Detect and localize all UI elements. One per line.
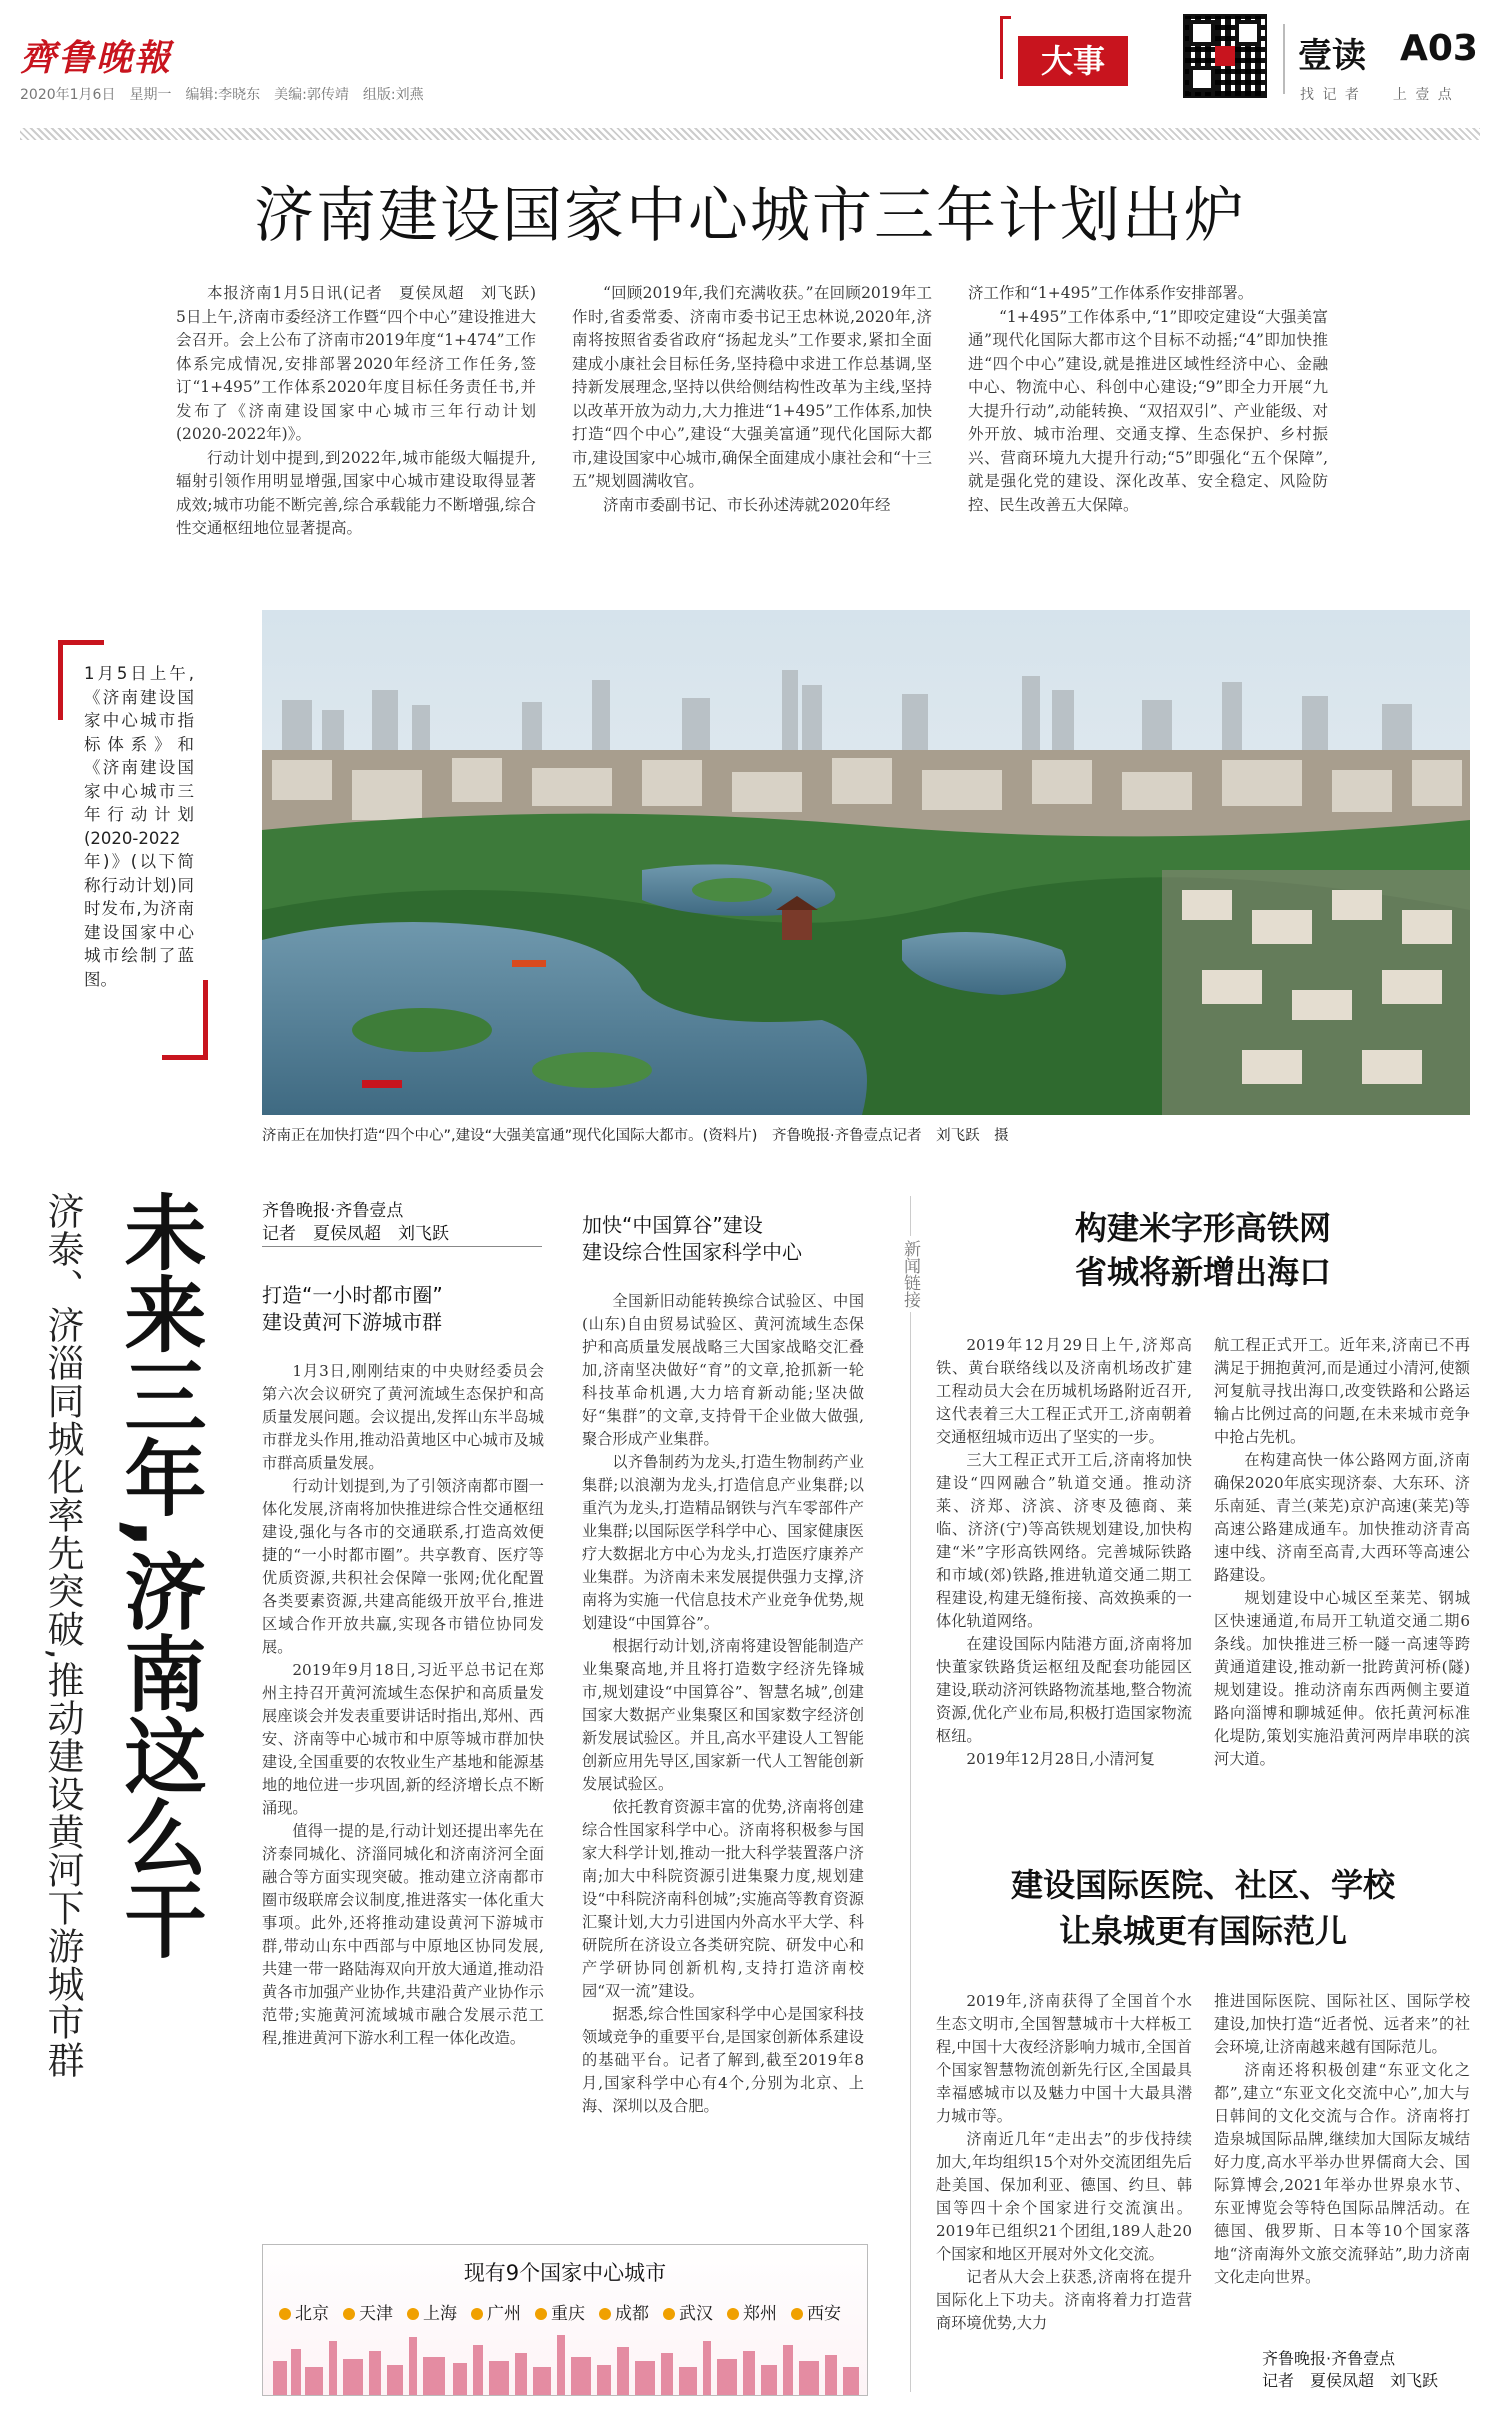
- qr-code-icon: [1183, 14, 1267, 98]
- feature-byline-reporters: 记者 夏侯凤超 刘飞跃: [262, 1224, 449, 1244]
- city-item: 北京: [279, 2299, 329, 2324]
- page-subline: 找 记 者 上 壹 点: [1300, 87, 1454, 103]
- subhead-line: 建设综合性国家科学中心: [582, 1240, 802, 1264]
- section-tag: 大事: [1018, 36, 1128, 86]
- feature-subhead-2: [582, 1212, 802, 1266]
- rail-col-2: [1214, 1334, 1470, 1771]
- dot-icon: [535, 2308, 547, 2320]
- feature-mid-col: [582, 1290, 864, 2118]
- paragraph: 值得一提的是,行动计划还提出率先在济泰同城化、济淄同城化和济南济河全面融合等方面实现突破。推动建立济南都市圈市级联席会议制度,推进落实一体化重大事项。此外,还将推动建设黄河下游城市群,带动山东中西部与中原地区协同发展,共建一带一路陆海双向开放大通道,推动沿黄各市加强产业协作,共建沿黄产业协作示范带;实施黄河流域城市融合发展示范工程,推进黄河下游水利工程一体化改造。: [262, 1822, 544, 2047]
- paragraph: 以齐鲁制药为龙头,打造生物制药产业集群;以浪潮为龙头,打造信息产业集群;以重汽为龙头,打造精品钢铁与汽车零部件产业集群;以国际医学科学中心、国家健康医疗大数据北方中心为龙头,打造医疗康养产业集群。为济南未来发展提供强力支撑,济南将为实施一代信息技术产业竞争优势,规划建设“中国算谷”。: [582, 1453, 864, 1632]
- city-item: 西安: [791, 2299, 841, 2324]
- feature-left-col: [262, 1360, 544, 2050]
- dot-icon: [471, 2308, 483, 2320]
- subhead-line: 打造“一小时都市圈”: [262, 1283, 443, 1307]
- top-article-col-1: [176, 282, 552, 541]
- city-photo-image: [262, 610, 1470, 1115]
- city-item: 重庆: [535, 2299, 585, 2324]
- news-link-label: 新闻链接: [896, 1236, 924, 1312]
- sidebar-bracket-left: [58, 640, 63, 720]
- intl-byline-org: 齐鲁晚报·齐鲁壹点: [1262, 2349, 1396, 2368]
- paragraph: 济工作和“1+495”工作体系作安排部署。: [968, 284, 1254, 302]
- national-center-cities-box: [262, 2244, 868, 2396]
- city-item: 成都: [599, 2299, 649, 2324]
- paragraph: 在构建高快一体公路网方面,济南确保2020年底实现济泰、大东环、济乐南延、青兰(莱芜)京沪高速(莱芜)等高速公路建成通车。加快推动济青高速中线、济南至高青,大西环等高速公路建设。: [1214, 1451, 1470, 1584]
- intl-col-1: [936, 1990, 1192, 2335]
- dot-icon: [279, 2308, 291, 2320]
- paragraph: 三大工程正式开工后,济南将加快建设“四网融合”轨道交通。推动济莱、济郑、济滨、济枣及德商、莱临、济济(宁)等高铁规划建设,加快构建“米”字形高铁网络。完善城际铁路和市域(郊)铁路,推进轨道交通二期工程建设,构建无缝衔接、高效换乘的一体化轨道网络。: [936, 1451, 1192, 1630]
- rail-col-1: [936, 1334, 1192, 1771]
- dot-icon: [727, 2308, 739, 2320]
- info-box-title: 现有9个国家中心城市: [463, 2261, 667, 2285]
- paragraph: 1月3日,刚刚结束的中央财经委员会第六次会议研究了黄河流域生态保护和高质量发展问题。会议提出,发挥山东半岛城市群龙头作用,推动沿黄地区中心城市及城市群高质量发展。: [262, 1362, 544, 1472]
- dot-icon: [599, 2308, 611, 2320]
- paragraph: “回顾2019年,我们充满收获。”在回顾2019年工作时,省委常委、济南市委书记王忠林说,2020年,济南将按照省委省政府“扬起龙头”工作要求,紧扣全面建成小康社会目标任务,坚持稳中求进工作总基调,坚持新发展理念,坚持以供给侧结构性改革为主线,坚持以改革开放为动力,大力推进“1+495”工作体系,加快打造“四个中心”,建设“大强美富通”现代化国际大都市,建设国家中心城市,确保全面建成小康社会和“十三五”规划圆满收官。: [572, 284, 932, 490]
- title-line: 建设国际医院、社区、学校: [1010, 1866, 1395, 1904]
- city-item: 郑州: [727, 2299, 777, 2324]
- title-line: 构建米字形高铁网: [1074, 1209, 1331, 1247]
- page-title: 壹读: [1298, 36, 1366, 76]
- paragraph: 济南还将积极创建“东亚文化之都”,建立“东亚文化交流中心”,加大与日韩间的文化交流与合作。济南将打造泉城国际品牌,继续加大国际友城结好力度,高水平举办世界儒商大会、国际算博会,2021年举办世界泉水节、东亚博览会等特色国际品牌活动。在德国、俄罗斯、日本等10个国家落地“济南海外文旅交流驿站”,助力济南文化走向世界。: [1214, 2061, 1470, 2286]
- paragraph: 2019年12月28日,小清河复: [966, 1750, 1155, 1768]
- paragraph: 行动计划提到,为了引领济南都市圈一体化发展,济南将加快推进综合性交通枢纽建设,强化与各市的交通联系,打造高效便捷的“一小时都市圈”。共享教育、医疗等优质资源,共积社会保障一张网;优化配置各类要素资源,共建高能级开放平台,推进区域合作开放共赢,实现各市错位协同发展。: [262, 1477, 544, 1656]
- paragraph: 本报济南1月5日讯(记者 夏侯凤超 刘飞跃) 5日上午,济南市委经济工作暨“四个中心”建设推进大会召开。会上公布了济南市2019年度“1+474”工作体系完成情况,安排部署2020年经济工作任务,签订“1+495”工作体系2020年度目标任务责任书,并发布了《济南建设国家中心城市三年行动计划(2020-2022年)》。: [176, 284, 552, 443]
- masthead-divider: [1283, 24, 1285, 94]
- feature-big-title: 未来三年,济南这么干: [111, 1190, 206, 1960]
- masthead-rule: [20, 128, 1480, 140]
- paragraph: “1+495”工作体系中,“1”即咬定建设“大强美富通”现代化国际大都市这个目标不动摇;“4”即加快推进“四个中心”建设,就是推进区域性经济中心、金融中心、物流中心、科创中心建设;“9”即全力开展“九大提升行动”,动能转换、“双招双引”、产业能级、对外开放、城市治理、交通支撑、生态保护、乡村振兴、营商环境九大提升行动;“5”即强化“五个保障”,就是强化党的建设、深化改革、安全稳定、风险防控、民生改善五大保障。: [968, 307, 1328, 514]
- page-number: A03: [1400, 28, 1478, 69]
- paragraph: 济南近几年“走出去”的步伐持续加大,年均组织15个对外交流团组先后赴美国、保加利亚、德国、约旦、韩国等四十余个国家进行交流演出。2019年已组织21个团组,189人赴20个国家和地区开展对外文化交流。: [936, 2130, 1192, 2263]
- feature-byline-org: 齐鲁晚报·齐鲁壹点: [262, 1201, 404, 1221]
- dot-icon: [407, 2308, 419, 2320]
- dot-icon: [791, 2308, 803, 2320]
- main-headline: 济南建设国家中心城市三年计划出炉: [254, 181, 1246, 251]
- intl-title: [936, 1862, 1470, 1954]
- top-article-col-3: [968, 282, 1328, 517]
- paragraph: 规划建设中心城区至莱芜、钢城区快速通道,布局开工轨道交通二期6条线。加快推进三桥一隧一高速等跨黄通道建设,推动新一批跨黄河桥(隧)规划建设。推动济南东西两侧主要道路向淄博和聊城延伸。依托黄河标准化堤防,策划实施沿黄河两岸串联的滨河大道。: [1214, 1589, 1470, 1768]
- sidebar-bracket-right: [203, 980, 208, 1060]
- rail-title: [936, 1206, 1470, 1294]
- city-list: [279, 2299, 859, 2324]
- dot-icon: [663, 2308, 675, 2320]
- paragraph: 2019年9月18日,习近平总书记在郑州主持召开黄河流域生态保护和高质量发展座谈会并发表重要讲话时指出,郑州、西安、济南等中心城市和中原等城市群加快建设,全国重要的农牧业生产基地和能源基地的地位进一步巩固,新的经济增长点不断涌现。: [262, 1661, 544, 1817]
- skyline-graphic: [263, 2331, 867, 2395]
- news-link-divider: [910, 1196, 911, 2392]
- city-item: 武汉: [663, 2299, 713, 2324]
- feature-vertical-subtitle: 济泰、济淄同城化率先突破,推动建设黄河下游城市群: [41, 1192, 84, 2079]
- top-article-col-2: [572, 282, 932, 517]
- section-bracket: [1000, 16, 1011, 79]
- paragraph: 2019年,济南获得了全国首个水生态文明市,全国智慧城市十大样板工程,中国十大夜经济影响力城市,全国首个国家智慧物流创新先行区,全国最具幸福感城市以及魅力中国十大最具潜力城市等。: [936, 1992, 1192, 2125]
- title-line: 让泉城更有国际范儿: [1058, 1912, 1347, 1950]
- subhead-line: 加快“中国算谷”建设: [582, 1213, 763, 1237]
- feature-byline-rule: [262, 1246, 542, 1247]
- intl-col-2: [1214, 1990, 1470, 2289]
- subhead-line: 建设黄河下游城市群: [262, 1310, 442, 1334]
- paragraph: 在建设国际内陆港方面,济南将加快董家铁路货运枢纽及配套功能园区建设,联动济河铁路物流基地,整合物流资源,优化产业布局,积极打造国家物流枢纽。: [936, 1635, 1192, 1745]
- masthead: [0, 0, 1500, 130]
- city-item: 广州: [471, 2299, 521, 2324]
- title-line: 省城将新增出海口: [1074, 1253, 1331, 1291]
- intl-byline-reporters: 记者 夏侯凤超 刘飞跃: [1262, 2371, 1439, 2390]
- city-item: 上海: [407, 2299, 457, 2324]
- date-line: 2020年1月6日 星期一 编辑:李晓东 美编:郭传靖 组版:刘燕: [20, 87, 424, 103]
- paragraph: 记者从大会上获悉,济南将在提升国际化上下功夫。济南将着力打造营商环境优势,大力: [936, 2268, 1192, 2332]
- city-item: 天津: [343, 2299, 393, 2324]
- city-photo: [262, 610, 1470, 1115]
- sidebar-bracket-bottom: [162, 1055, 208, 1060]
- paragraph: 推进国际医院、国际社区、国际学校建设,加快打造“近者悦、远者来”的社会环境,让济南越来越有国际范儿。: [1214, 1992, 1470, 2056]
- paragraph: 根据行动计划,济南将建设智能制造产业集聚高地,并且将打造数字经济先锋城市,规划建设“中国算谷”、智慧名城”,创建国家大数据产业集聚区和国家数字经济创新发展试验区。并且,高水平建设人工智能创新应用先导区,国家新一代人工智能创新发展试验区。: [582, 1637, 864, 1793]
- dot-icon: [343, 2308, 355, 2320]
- paragraph: 济南市委副书记、市长孙述涛就2020年经: [603, 495, 891, 514]
- paragraph: 全国新旧动能转换综合试验区、中国(山东)自由贸易试验区、黄河流域生态保护和高质量发展战略三大国家战略交汇叠加,济南坚决做好“育”的文章,抢抓新一轮科技革命机遇,大力培育新动能;坚决做好“集群”的文章,支持骨干企业做大做强,聚合形成产业集群。: [582, 1292, 864, 1448]
- paragraph: 2019年12月29日上午,济郑高铁、黄台联络线以及济南机场改扩建工程动员大会在历城机场路附近召开,这代表着三大工程正式开工,济南朝着交通枢纽城市迈出了坚实的一步。: [936, 1336, 1192, 1446]
- paragraph: 据悉,综合性国家科学中心是国家科技领域竞争的重要平台,是国家创新体系建设的基础平台。记者了解到,截至2019年8月,国家科学中心有4个,分别为北京、上海、深圳以及合肥。: [582, 2005, 864, 2115]
- newspaper-logo: 齊鲁晚報: [20, 37, 173, 79]
- paragraph: 航工程正式开工。近年来,济南已不再满足于拥抱黄河,而是通过小清河,使额河复航寻找出海口,改变铁路和公路运输占比例过高的问题,在未来城市竞争中抢占先机。: [1214, 1336, 1470, 1446]
- feature-subhead-1: [262, 1282, 443, 1336]
- photo-sidebar-text: 1月5日上午,《济南建设国家中心城市指标体系》和《济南建设国家中心城市三年行动计划(2020-2022年)》(以下简称行动计划)同时发布,为济南建设国家中心城市绘制了蓝图。: [84, 664, 194, 989]
- paragraph: 行动计划中提到,到2022年,城市能级大幅提升,辐射引领作用明显增强,国家中心城市建设取得显著成效;城市功能不断完善,综合承载能力不断增强,综合性交通枢纽地位显著提高。: [176, 448, 536, 537]
- sidebar-bracket-top: [58, 640, 104, 645]
- photo-caption: 济南正在加快打造“四个中心”,建设“大强美富通”现代化国际大都市。(资料片) 齐鲁晚报·齐鲁壹点记者 刘飞跃 摄: [262, 1128, 1009, 1144]
- paragraph: 依托教育资源丰富的优势,济南将创建综合性国家科学中心。济南将积极参与国家大科学计划,推动一批大科学装置落户济南;加大中科院资源引进集聚力度,规划建设“中科院济南科创城”;实施高等教育资源汇聚计划,大力引进国内外高水平大学、科研院所在济设立各类研究院、研发中心和产学研协同创新机构,支持打造济南校园“双一流”建设。: [582, 1798, 864, 2000]
